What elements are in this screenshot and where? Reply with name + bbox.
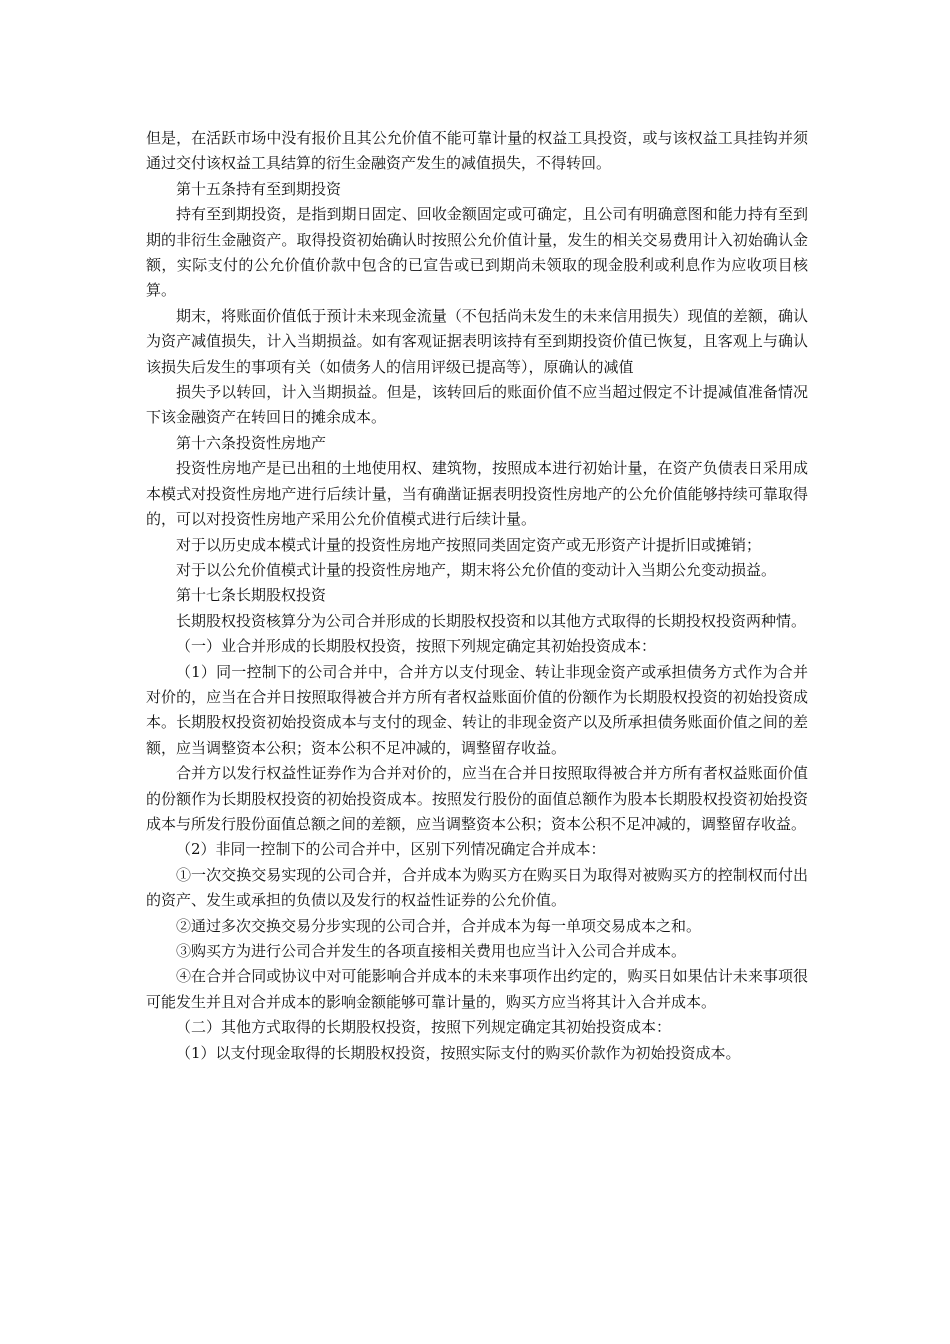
section-heading: 第十七条长期股权投资 [176, 586, 327, 605]
section-heading: 第十六条投资性房地产 [176, 433, 327, 452]
paragraph: ②通过多次交换交易分步实现的公司合并，合并成本为每一单项交易成本之和。 [176, 916, 702, 935]
paragraph: （2）非同一控制下的公司合并中，区别下列情况确定合并成本： [176, 840, 606, 859]
paragraph: （1）以支付现金取得的长期股权投资，按照实际支付的购买价款作为初始投资成本。 [176, 1043, 741, 1062]
paragraph: 持有至到期投资，是指到期日固定、回收金额固定或可确定，且公司有明确意图和能力持有至到期的非衍生金融资产。取得投资初始确认时按照公允价值计量，发生的相关交易费用计入初始确认金额，实际支付的公允价值价款中包含的已宣告或已到期尚未领取的现金股利或利息作为应收项目核算。 [146, 205, 808, 300]
section-heading: 第十五条持有至到期投资 [176, 179, 342, 198]
paragraph: （二）其他方式取得的长期股权投资，按照下列规定确定其初始投资成本： [176, 1018, 672, 1037]
document-body [146, 126, 808, 1066]
paragraph: 投资性房地产是已出租的土地使用权、建筑物，按照成本进行初始计量，在资产负债表日采用成本模式对投资性房地产进行后续计量，当有确凿证据表明投资性房地产的公允价值能够持续可靠取得的，可以对投资性房地产采用公允价值模式进行后续计量。 [146, 459, 808, 529]
paragraph: 期末，将账面价值低于预计未来现金流量（不包括尚未发生的未来信用损失）现值的差额，确认为资产减值损失，计入当期损益。如有客观证据表明该持有至到期投资价值已恢复，且客观上与确认该损失后发生的事项有关（如债务人的信用评级已提高等），原确认的减值 [146, 306, 808, 376]
paragraph: 对于以历史成本模式计量的投资性房地产按照同类固定资产或无形资产计提折旧或摊销； [176, 535, 762, 554]
paragraph: （1）同一控制下的公司合并中，合并方以支付现金、转让非现金资产或承担债务方式作为合并对价的，应当在合并日按照取得被合并方所有者权益账面价值的份额作为长期股权投资的初始投资成本。长期股权投资初始投资成本与支付的现金、转让的非现金资产以及所承担债务账面价值之间的差额，应当调整资本公积；资本公积不足冲减的，调整留存收益。 [146, 662, 808, 757]
paragraph: 对于以公允价值模式计量的投资性房地产，期末将公允价值的变动计入当期公允变动损益。 [176, 560, 777, 579]
paragraph: ①一次交换交易实现的公司合并，合并成本为购买方在购买日为取得对被购买方的控制权而付出的资产、发生或承担的负债以及发行的权益性证券的公允价值。 [146, 865, 808, 910]
paragraph: 但是，在活跃市场中没有报价且其公允价值不能可靠计量的权益工具投资，或与该权益工具挂钩并须通过交付该权益工具结算的衍生金融资产发生的减值损失，不得转回。 [146, 129, 808, 173]
paragraph: （一）业合并形成的长期股权投资，按照下列规定确定其初始投资成本： [176, 637, 657, 656]
paragraph: 损失予以转回，计入当期损益。但是，该转回后的账面价值不应当超过假定不计提减值准备情况下该金融资产在转回日的摊余成本。 [146, 383, 808, 427]
paragraph: 长期股权投资核算分为公司合并形成的长期股权投资和以其他方式取得的长期投权投资两种情。 [176, 611, 807, 630]
paragraph: ③购买方为进行公司合并发生的各项直接相关费用也应当计入公司合并成本。 [176, 942, 687, 960]
paragraph: ④在合并合同或协议中对可能影响合并成本的未来事项作出约定的，购买日如果估计未来事项很可能发生并且对合并成本的影响金额能够可靠计量的，购买方应当将其计入合并成本。 [146, 967, 808, 1011]
paragraph: 合并方以发行权益性证券作为合并对价的，应当在合并日按照取得被合并方所有者权益账面价值的份额作为长期股权投资的初始投资成本。按照发行股份的面值总额作为股本长期股权投资初始投资成本与所发行股份面值总额之间的差额，应当调整资本公积；资本公积不足冲减的，调整留存收益。 [146, 764, 808, 833]
